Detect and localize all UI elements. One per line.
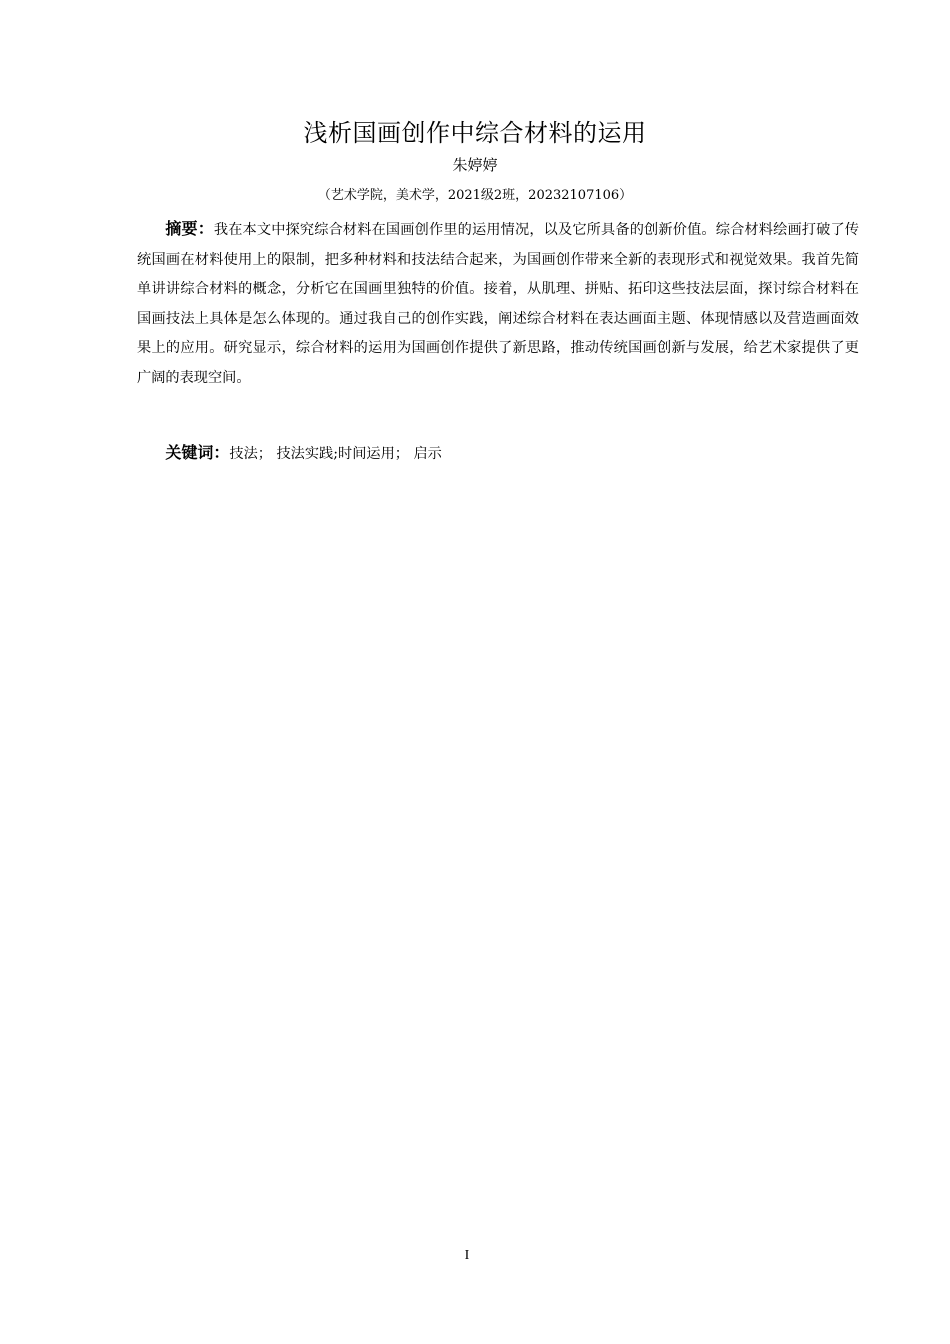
- page-number: I: [464, 1248, 470, 1263]
- paper-title: 浅析国画创作中综合材料的运用: [303, 119, 647, 147]
- keywords-text: 技法； 技法实践;时间运用； 启示: [229, 446, 442, 462]
- abstract-text: 我在本文中探究综合材料在国画创作里的运用情况，以及它所具备的创新价值。综合材料绘画打破了传统国画在材料使用上的限制，把多种材料和技法结合起来，为国画创作带来全新的表现形式和视觉效果。我首先简单讲讲综合材料的概念，分析它在国画里独特的价值。接着，从肌理、拼贴、拓印这些技法层面，探讨综合材料在国画技法上具体是怎么体现的。通过我自己的创作实践，阐述综合材料在表达画面主题、体现情感以及营造画面效果上的应用。研究显示，综合材料的运用为国画创作提供了新思路，推动传统国画创新与发展，给艺术家提供了更广阔的表现空间。: [137, 222, 859, 386]
- keywords-paragraph: [137, 438, 859, 469]
- abstract-label: 摘要：: [165, 219, 214, 238]
- author-affiliation: （艺术学院，美术学，2021级2班，20232107106）: [317, 188, 633, 203]
- abstract-paragraph: [137, 214, 859, 394]
- author-name: 朱婷婷: [452, 156, 498, 174]
- keywords-label: 关键词：: [165, 443, 230, 462]
